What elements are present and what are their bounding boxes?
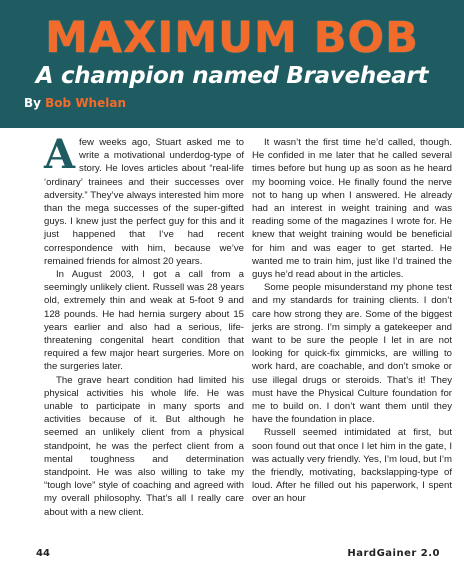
page-number: 44: [36, 548, 50, 559]
paragraph-text: few weeks ago, Stuart asked me to write a motivational underdog-type of story. He loves articles about “real-life ‘ordinary’ trainees and their successes over adversity.” They’ve always interested him more than the mega successes of the super-gifted guys. I knew just the perfect guy for this and it just happened that I’ve had recent correspondence with him, because we’ve remained friends for almost 20 years.: [44, 137, 244, 267]
paragraph: [44, 131, 244, 268]
byline: [24, 95, 126, 111]
article-subtitle: A champion named Braveheart: [35, 63, 429, 89]
article-title: MAXIMUM BOB: [45, 13, 419, 63]
paragraph: Russell seemed intimidated at first, but soon found out that once I let him in the gate, I was actually very friendly. Yes, I’m loud, but I’m the friendly, motivating, backslapping-type of loud. After he filled out his paperwork, I spent over an hour: [252, 427, 452, 505]
column-left: [44, 131, 244, 519]
header-band: [0, 0, 464, 128]
author-name: Bob Whelan: [45, 96, 126, 110]
paragraph: The grave heart condition had limited his physical activities his whole life. He was unable to participate in many sports and activities because of it. But although he seemed an unlikely client from a physical standpoint, he was the perfect client from a mental toughness and determination standpoint. He was also willing to take my “tough love” style of coaching and agreed with my overall philosophy. That’s all I really care about with a new client.: [44, 374, 244, 518]
magazine-name: HardGainer 2.0: [347, 548, 440, 559]
column-right: [252, 136, 452, 506]
paragraph: Some people misunderstand my phone test and my standards for training clients. I don’t care how strong they are. Some of the biggest jerks are strong. I’m simply a gatekeeper and want to be sure the people I let in are not looking for quick-fix gimmicks, are willing to work hard, are coachable, and don’t smoke or use illegal drugs or steroids. That’s it! They must have the Physical Culture foundation for me to build on. I don’t want them until they have the foundation in place.: [252, 282, 452, 426]
paragraph: It wasn’t the first time he’d called, though. He confided in me later that he called several times before but hung up as soon as he heard my booming voice. He finally found the nerve not to hang up when I answered. He already had an interest in weight training and was reading some of the magazines I wrote for. He knew that weight training would be beneficial for him and was eager to get started. He wanted me to train him, just like I’d trained the guys he’d read about in the articles.: [252, 137, 452, 281]
drop-cap: A: [44, 131, 76, 178]
paragraph: In August 2003, I got a call from a seemingly unlikely client. Russell was 28 years old, extremely thin and weak at 5-foot 9 and 128 pounds. He had hernia surgery about 15 years earlier and also had a serious, life-threatening congenital heart condition that required a few major heart surgeries. More on the surgeries later.: [44, 269, 244, 373]
byline-prefix: By: [24, 96, 46, 110]
